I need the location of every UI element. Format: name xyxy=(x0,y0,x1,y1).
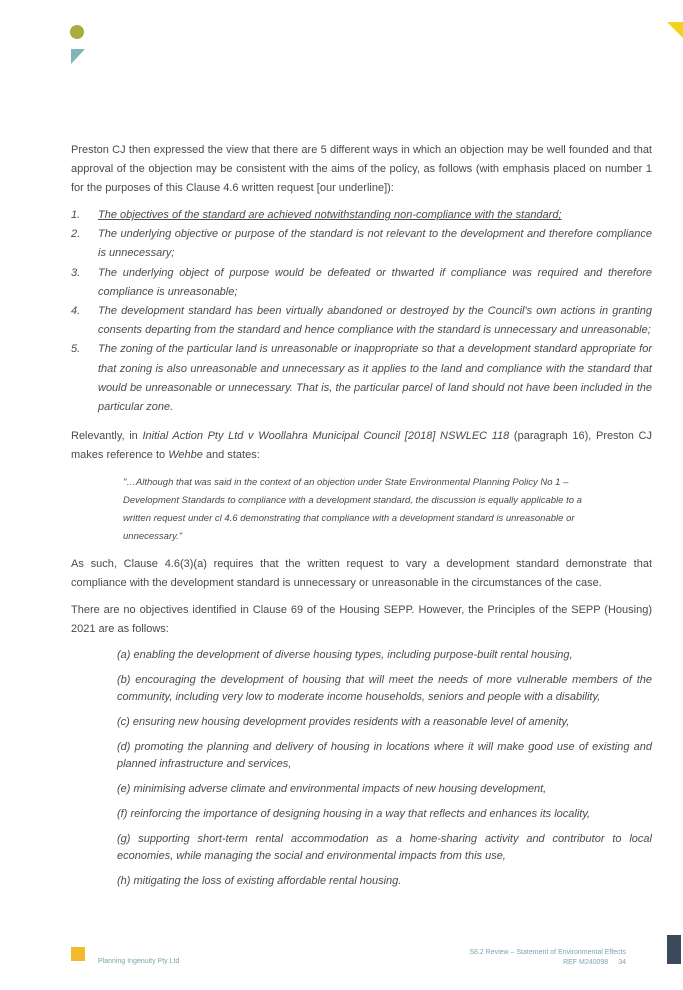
case-citation: Initial Action Pty Ltd v Woollahra Municipal Council [2018] NSWLEC 118 xyxy=(142,430,510,443)
document-body xyxy=(71,141,652,898)
footer-ref: REF M240098 xyxy=(563,959,609,966)
footer-logo-square xyxy=(71,947,85,961)
corner-marker xyxy=(667,22,683,38)
footer-info xyxy=(469,948,626,968)
footer-ref-line xyxy=(469,958,626,968)
objection-number: 5. xyxy=(71,343,81,356)
principles-intro: There are no objectives identified in Clause 69 of the Housing SEPP. However, the Principles of the SEPP (Housing) 2021 are as follows: xyxy=(71,604,652,636)
objection-item xyxy=(71,264,652,302)
case-reference: Wehbe xyxy=(168,449,203,462)
objection-number: 1. xyxy=(71,209,81,221)
decorative-circle xyxy=(70,25,84,39)
relevantly-paragraph xyxy=(71,427,652,465)
principle-item: (e) minimising adverse climate and environmental impacts of new housing development, xyxy=(117,783,547,796)
decorative-triangle xyxy=(71,49,85,64)
footer-company: Planning Ingenuity Pty Ltd xyxy=(98,958,180,965)
objection-text: The zoning of the particular land is unreasonable or inappropriate so that a development standard appropriate for that zoning is also unreasonable and unnecessary as it applies to the land and compliance with the standard that would be unreasonable or unnecessary. That is, the particular parcel of land should not have been included in the particular zone. xyxy=(98,343,652,414)
objection-text: The objectives of the standard are achieved notwithstanding non-compliance with the standard; xyxy=(98,209,562,221)
objection-item xyxy=(71,206,652,225)
objection-item xyxy=(71,225,652,263)
footer-doc-title: S8.2 Review – Statement of Environmental Effects xyxy=(469,949,626,956)
principles-list xyxy=(117,647,652,890)
text-run: Relevantly, in xyxy=(71,430,143,443)
page-number: 34 xyxy=(618,959,626,966)
objection-item xyxy=(71,302,652,340)
objection-text: The underlying object of purpose would be defeated or thwarted if compliance was required and therefore compliance is unreasonable; xyxy=(98,266,652,298)
text-run: (paragraph 16), Preston CJ makes reference to xyxy=(71,430,652,462)
objection-item xyxy=(71,340,652,417)
text-run: and states: xyxy=(202,449,260,462)
principle-item: (g) supporting short-term rental accommodation as a home-sharing activity and contributor to local economies, while managing the social and environmental impacts from this use, xyxy=(117,833,652,863)
objection-text: The underlying objective or purpose of the standard is not relevant to the development and therefore compliance is unnecessary; xyxy=(98,228,652,260)
objection-text: The development standard has been virtually abandoned or destroyed by the Council's own actions in granting consents departing from the standard and hence compliance with the standard is unnecessary and unreasonable; xyxy=(98,305,652,337)
objection-list xyxy=(71,206,652,417)
block-quote: "…Although that was said in the context of an objection under State Environmental Planning Policy No 1 – Development Standards to compliance with a development standard, the discussion is equally applicable to a written request under cl 4.6 demonstrating that compliance with a development standard is unreasonable or unnecessary." xyxy=(123,477,582,543)
principle-item: (c) ensuring new housing development provides residents with a reasonable level of amenity, xyxy=(117,716,570,729)
principle-item: (b) encouraging the development of housing that will meet the needs of more vulnerable members of the community, including very low to moderate income households, seniors and people with a disability, xyxy=(117,674,652,704)
footer-bar xyxy=(667,935,681,964)
objection-number: 2. xyxy=(71,228,81,241)
principle-item: (f) reinforcing the importance of designing housing in a way that reflects and enhances its locality, xyxy=(117,808,591,821)
intro-paragraph: Preston CJ then expressed the view that there are 5 different ways in which an objection may be well founded and that approval of the objection may be consistent with the aims of the policy, as follows (with emphasis placed on number 1 for the purposes of this Clause 4.6 written request [our underline]): xyxy=(71,144,652,194)
principle-item: (h) mitigating the loss of existing affordable rental housing. xyxy=(117,875,402,888)
principle-item: (a) enabling the development of diverse housing types, including purpose-built rental housing, xyxy=(117,649,573,662)
principle-item: (d) promoting the planning and delivery of housing in locations where it will make good use of existing and planned infrastructure and services, xyxy=(117,741,652,771)
as-such-paragraph: As such, Clause 4.6(3)(a) requires that the written request to vary a development standard demonstrate that compliance with the development standard is unnecessary or unreasonable in the circumstances of the case. xyxy=(71,558,652,590)
objection-number: 4. xyxy=(71,305,81,318)
objection-number: 3. xyxy=(71,266,81,279)
